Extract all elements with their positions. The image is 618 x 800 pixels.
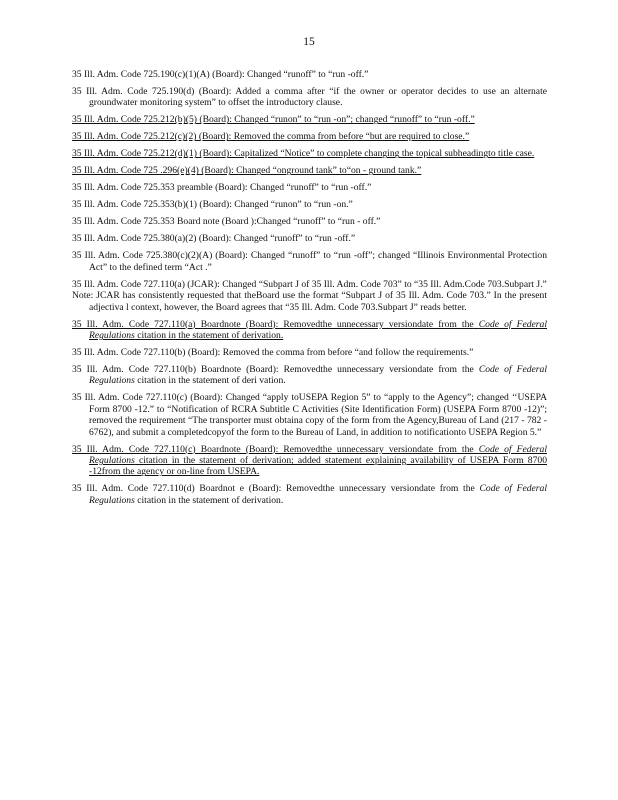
change-entry: 35 Ill. Adm. Code 727.110(b) (Board): Removed the comma from before “and follow the requirements.” xyxy=(72,347,474,359)
change-entry: 35 Ill. Adm. Code 725.353 preamble (Board): Changed “runoff” to “run -off.” xyxy=(72,182,372,194)
change-entry: 35 Ill. Adm. Code 725 .296(e)(4) (Board): Changed “onground tank” to“on - ground tank.” xyxy=(72,165,422,177)
change-entry: 35 Ill. Adm. Code 725.190(d) (Board): Added a comma after “if the owner or operator decides to use an alternate groundwater monitoring system” to offset the introductory clause. xyxy=(72,86,547,109)
cfr-title: Code of Federal Regulations xyxy=(89,364,547,387)
change-entry: 35 Ill. Adm. Code 725.212(c)(2) (Board): Removed the comma from before “but are required to close.” xyxy=(72,131,470,143)
change-entry: 35 Ill. Adm. Code 725.212(d)(1) (Board): Capitalized “Notice” to complete changing the topical subheadingto title case. xyxy=(72,148,535,160)
change-entry: 35 Ill. Adm. Code 727.110(d) Boardnot e (Board): Removedthe unnecessary versiondate from the Code of Federal Regulations citation in the statement of derivation. xyxy=(72,483,548,506)
jcar-note: Note: JCAR has consistently requested that theBoard use the format “Subpart J of 35 Ill. Adm. Code 703.” In the present adjectiva l context, however, the Board agrees that “35 Ill. Adm. Code 703.Subpart J” reads better. xyxy=(72,290,547,313)
cfr-title: Code of Federal Regulations xyxy=(89,443,548,467)
change-entry: 35 Ill. Adm. Code 725.353(b)(1) (Board): Changed “runon” to “run -on.” xyxy=(72,199,353,211)
change-entry: 35 Ill. Adm. Code 725.190(c)(1)(A) (Board): Changed “runoff” to “run -off.” xyxy=(72,69,369,80)
change-entry: 35 Ill. Adm. Code 727.110(c) Boardnote (Board): Removedthe unnecessary versiondate from the Code of Federal Regulations citation in the statement of derivation; added statement explaining availability of USEPA Form 8700 -12from the agency or on-line from USEPA. xyxy=(72,443,548,478)
change-list xyxy=(72,69,547,512)
change-entry: 35 Ill. Adm. Code 727.110(a) (JCAR): Changed “Subpart J of 35 Ill. Adm. Code 703” to “35 Ill. Adm.Code 703.Subpart J.” Note: JCAR has consistently requested that theBoard use the format “Subpart J of 35 Ill. Adm. Code 703.” In the present adjectiva l context, however, the Board agrees that “35 Ill. Adm. Code 703.Subpart J” reads better. xyxy=(72,278,547,313)
change-entry: 35 Ill. Adm. Code 725.212(b)(5) (Board): Changed “runon” to “run -on”; changed “runoff” to “run -off.” xyxy=(72,114,475,126)
change-entry: 35 Ill. Adm. Code 725.353 Board note (Board ):Changed “runoff” to “run - off.” xyxy=(72,216,381,228)
page-number: 15 xyxy=(303,36,315,48)
change-entry: 35 Ill. Adm. Code 727.110(c) (Board): Changed “apply toUSEPA Region 5” to “apply to the Agency”; changed ‘‘USEPA Form 8700 -12.” to “Notification of RCRA Subtitle C Activities (Site Identification Form) (USEPA Form 8700 -12)”; removed the requirement “The transporter must obtaina copy of the form from the Agency,Bureau of Land (217 - 782 - 6762), and submit a completedcopyof the form to the Bureau of Land, in addition to notificationto USEPA Region 5.” xyxy=(72,392,547,438)
cfr-title: Code of Federal Regulations xyxy=(89,483,548,506)
change-entry: 35 Ill. Adm. Code 725.380(c)(2)(A) (Board): Changed “runoff” to “run -off”; changed “Illinois Environmental Protection Act” to the defined term “Act .” xyxy=(72,250,547,273)
change-entry: 35 Ill. Adm. Code 727.110(a) Boardnote (Board): Removedthe unnecessary versiondate from the Code of Federal Regulations citation in the statement of derivation. xyxy=(72,318,548,342)
cfr-title: Code of Federal Regulations xyxy=(89,318,548,342)
change-entry: 35 Ill. Adm. Code 725.380(a)(2) (Board): Changed “runoff” to “run -off.” xyxy=(72,233,356,245)
change-entry: 35 Ill. Adm. Code 727.110(b) Boardnote (Board): Removedthe unnecessary versiondate from the Code of Federal Regulations citation in the statement of deri vation. xyxy=(72,364,547,387)
